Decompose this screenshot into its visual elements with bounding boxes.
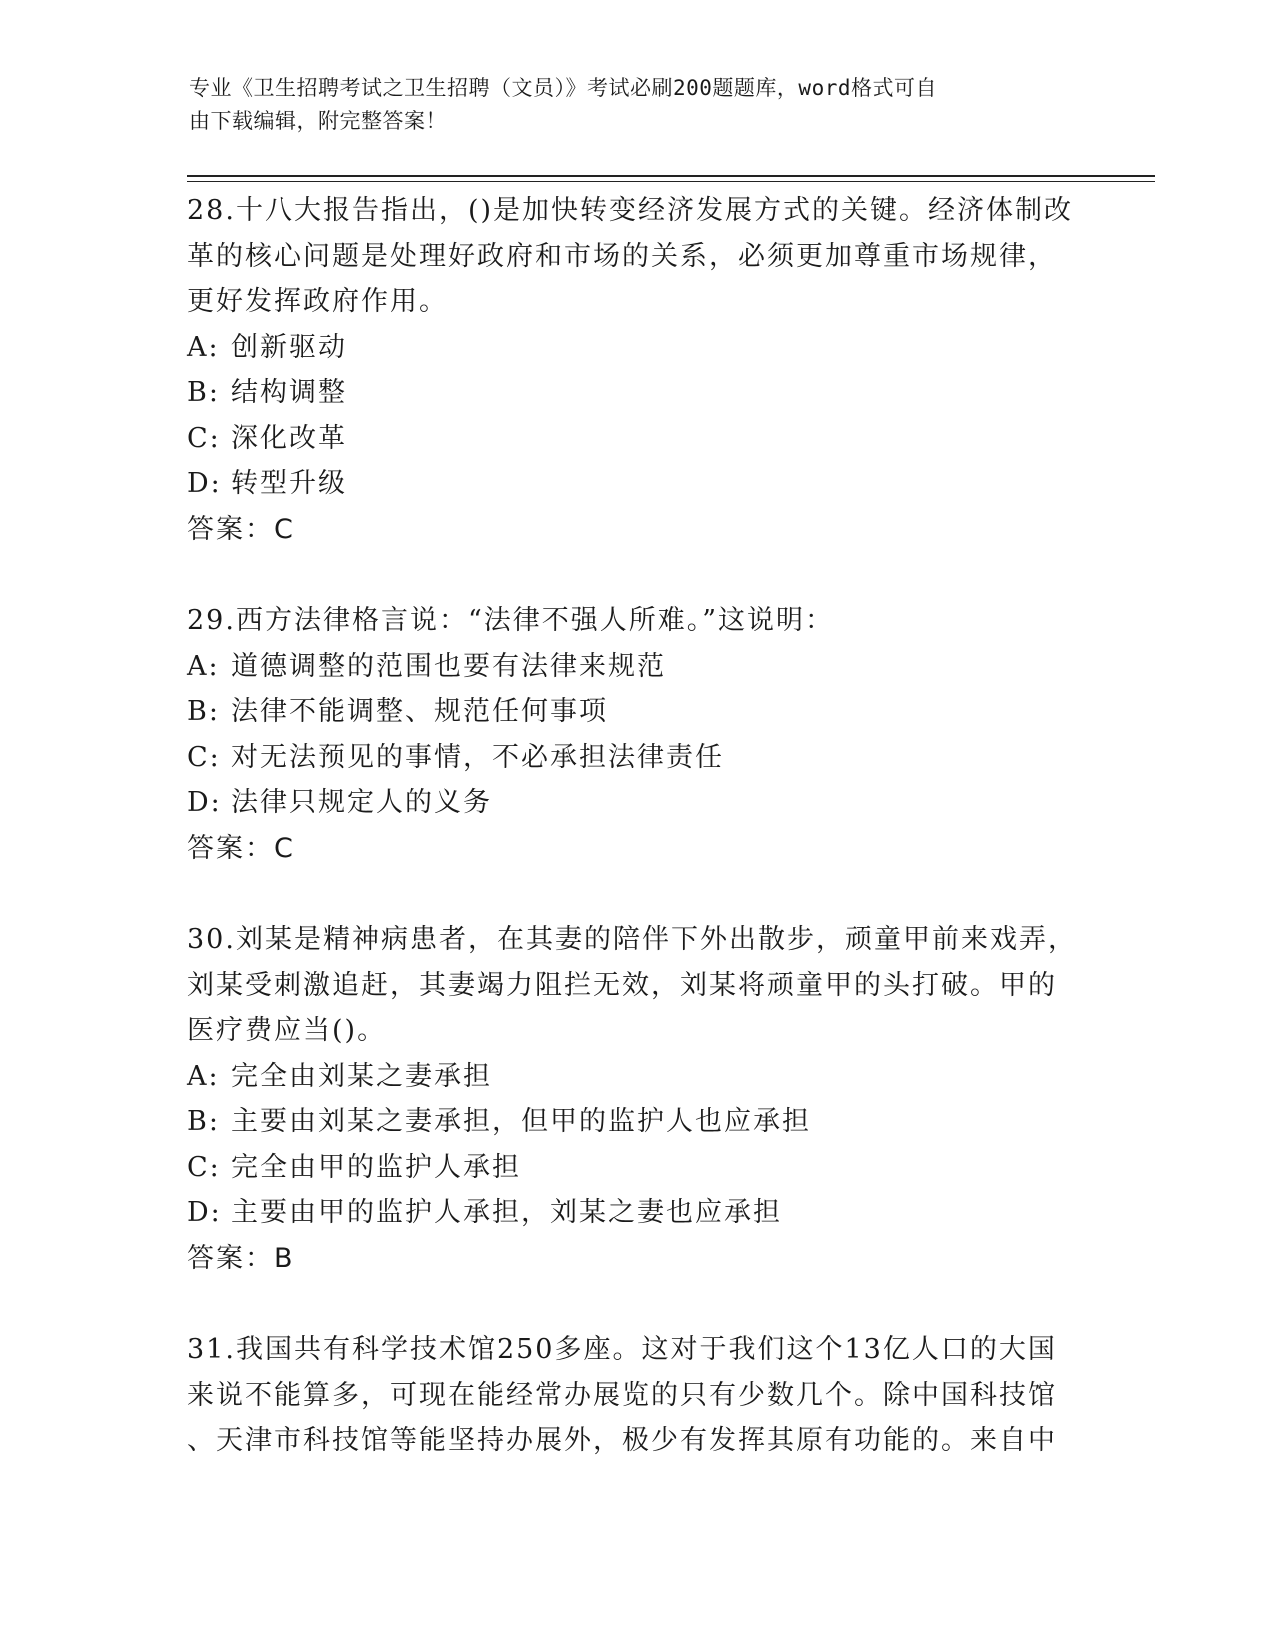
header-line-2: 由下载编辑，附完整答案！ — [189, 109, 447, 133]
question-stem-line-2: 革的核心问题是处理好政府和市场的关系，必须更加尊重市场规律， — [187, 240, 1057, 272]
option-text: 法律只规定人的义务 — [231, 787, 492, 818]
question-stem-line-2: 来说不能算多，可现在能经常办展览的只有少数几个。除中国科技馆 — [187, 1379, 1057, 1411]
option-text: 完全由刘某之妻承担 — [231, 1060, 492, 1092]
option-label: A: — [187, 1060, 220, 1092]
option-text: 结构调整 — [231, 377, 347, 408]
question-stem-line-1: 十八大报告指出，()是加快转变经济发展方式的关键。经济体制改 — [235, 195, 1074, 226]
option-label: D: — [187, 787, 222, 818]
option-c — [187, 735, 1077, 781]
answer-label: 答案： — [187, 513, 274, 545]
question-31 — [187, 1327, 1077, 1464]
spacer — [187, 871, 1077, 917]
answer-line — [187, 826, 1077, 872]
question-number: 31. — [187, 1334, 236, 1365]
question-text-line — [187, 598, 1077, 644]
option-label: C: — [187, 741, 221, 773]
question-text-line — [187, 1327, 1077, 1373]
question-text-line — [187, 917, 1077, 963]
question-stem-line-1: 我国共有科学技术馆250多座。这对于我们这个13亿人口的大国 — [235, 1334, 1057, 1365]
question-number: 30. — [187, 924, 236, 955]
document-header — [189, 72, 1069, 138]
option-text: 主要由甲的监护人承担，刘某之妻也应承担 — [231, 1197, 782, 1228]
question-30 — [187, 917, 1077, 1281]
option-c — [187, 1145, 1077, 1191]
question-29 — [187, 598, 1077, 871]
question-stem-line-3: 医疗费应当()。 — [187, 1015, 387, 1046]
option-label: D: — [187, 468, 222, 499]
header-divider-thin — [187, 181, 1155, 182]
question-text-line — [187, 188, 1077, 234]
question-stem-line-3: 更好发挥政府作用。 — [187, 286, 448, 317]
question-stem-line-1: 西方法律格言说：“法律不强人所难。”这说明： — [235, 605, 835, 636]
option-text: 对无法预见的事情，不必承担法律责任 — [231, 741, 724, 773]
question-stem-line-3: 、天津市科技馆等能坚持办展外，极少有发挥其原有功能的。来自中 — [187, 1425, 1057, 1456]
answer-label: 答案： — [187, 832, 274, 864]
option-label: A: — [187, 331, 220, 363]
option-text: 主要由刘某之妻承担，但甲的监护人也应承担 — [231, 1106, 811, 1137]
option-text: 深化改革 — [231, 422, 347, 454]
option-text: 创新驱动 — [231, 331, 347, 363]
answer-value: C — [274, 832, 295, 864]
spacer — [187, 552, 1077, 598]
option-b — [187, 689, 1077, 735]
option-label: C: — [187, 1151, 221, 1183]
spacer — [187, 1281, 1077, 1327]
option-text: 法律不能调整、规范任何事项 — [231, 696, 608, 727]
option-label: B: — [187, 1106, 220, 1137]
question-number: 29. — [187, 605, 236, 636]
option-a — [187, 325, 1077, 371]
answer-line — [187, 1236, 1077, 1282]
answer-value: C — [274, 513, 295, 545]
question-stem-line-1: 刘某是精神病患者，在其妻的陪伴下外出散步，顽童甲前来戏弄， — [235, 924, 1077, 955]
option-text: 完全由甲的监护人承担 — [231, 1151, 521, 1183]
option-d — [187, 780, 1077, 826]
option-text: 道德调整的范围也要有法律来规范 — [231, 650, 666, 682]
option-b — [187, 1099, 1077, 1145]
option-label: B: — [187, 377, 220, 408]
question-number: 28. — [187, 195, 236, 226]
answer-label: 答案： — [187, 1242, 274, 1274]
header-divider-thick — [187, 175, 1155, 177]
question-stem-line-2: 刘某受刺激追赶，其妻竭力阻拦无效，刘某将顽童甲的头打破。甲的 — [187, 969, 1057, 1001]
question-list — [187, 188, 1077, 1464]
option-label: C: — [187, 422, 221, 454]
option-a — [187, 644, 1077, 690]
question-28 — [187, 188, 1077, 552]
option-label: A: — [187, 650, 220, 682]
option-d — [187, 1190, 1077, 1236]
option-label: D: — [187, 1197, 222, 1228]
header-line-1: 专业《卫生招聘考试之卫生招聘（文员）》考试必刷200题题库，word格式可自 — [189, 76, 937, 100]
option-label: B: — [187, 696, 220, 727]
option-a — [187, 1054, 1077, 1100]
answer-value: B — [274, 1242, 295, 1274]
option-c — [187, 416, 1077, 462]
option-b — [187, 370, 1077, 416]
option-text: 转型升级 — [231, 468, 347, 499]
option-d — [187, 461, 1077, 507]
answer-line — [187, 507, 1077, 553]
